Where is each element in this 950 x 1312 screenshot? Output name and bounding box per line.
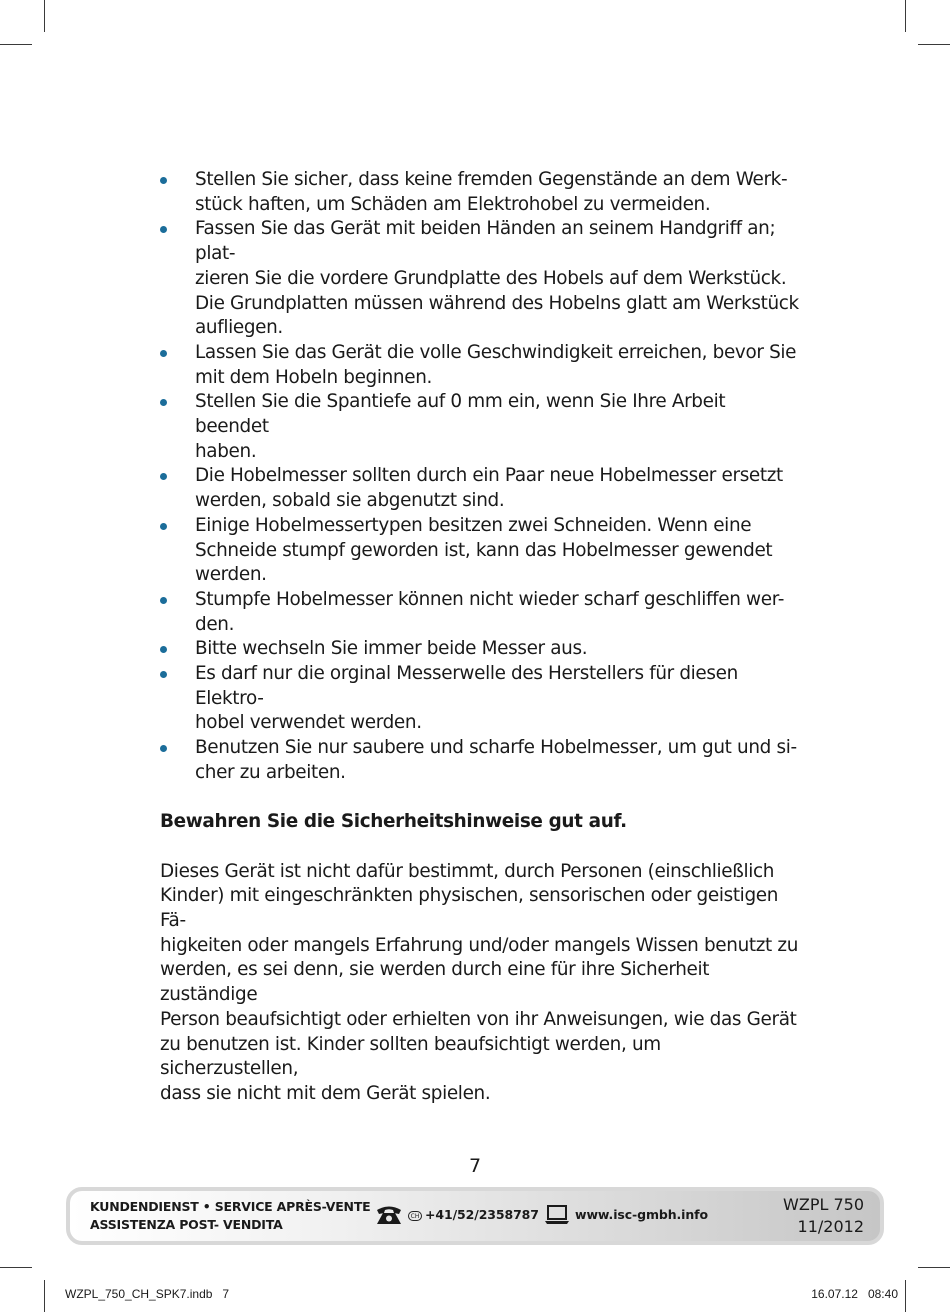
list-item	[160, 662, 800, 736]
list-item	[160, 637, 800, 662]
bullet-line: Lassen Sie das Gerät die volle Geschwindigkeit erreichen, bevor Sie	[195, 341, 797, 363]
crop-mark-bottom-right-h	[918, 1267, 950, 1268]
paragraph-line: Kinder) mit eingeschränkten physischen, sensorischen oder geistigen Fä-	[160, 885, 779, 932]
bullet-icon	[160, 473, 167, 480]
phone-icon	[374, 1204, 404, 1226]
list-item	[160, 341, 800, 390]
model-date: 11/2012	[797, 1217, 864, 1236]
crop-mark-top-left-v	[44, 0, 45, 32]
bullet-icon	[160, 226, 167, 233]
paragraph-line: Person beaufsichtigt oder erhielten von ihr Anweisungen, wie das Gerät	[160, 1008, 797, 1030]
bullet-line: zieren Sie die vordere Grundplatte des Hobels auf dem Werkstück.	[195, 267, 787, 289]
bullet-line: haben.	[195, 440, 257, 462]
crop-mark-bottom-right-v	[905, 1280, 906, 1312]
page-number: 7	[468, 1155, 482, 1177]
bullet-line: cher zu arbeiten.	[195, 761, 346, 783]
bullet-line: werden, sobald sie abgenutzt sind.	[195, 490, 505, 512]
bullet-line: stück haften, um Schäden am Elektrohobel zu vermeiden.	[195, 193, 711, 215]
list-item	[160, 588, 800, 637]
print-slug-file: WZPL_750_CH_SPK7.indb 7	[65, 1287, 230, 1301]
laptop-icon	[544, 1204, 570, 1226]
bullet-line: Schneide stumpf geworden ist, kann das Hobelmesser gewendet	[195, 539, 773, 561]
bullet-icon	[160, 671, 167, 678]
bullet-icon	[160, 597, 167, 604]
country-badge: CH	[408, 1211, 422, 1221]
list-item	[160, 217, 800, 341]
bullet-line: Benutzen Sie nur saubere und scharfe Hobelmesser, um gut und si-	[195, 737, 797, 759]
bullet-icon	[160, 646, 167, 653]
bullet-icon	[160, 745, 167, 752]
bullet-line: Bitte wechseln Sie immer beide Messer aus.	[195, 638, 588, 660]
paragraph-line: higkeiten oder mangels Erfahrung und/oder mangels Wissen benutzt zu	[160, 934, 799, 956]
list-item	[160, 736, 800, 785]
bullet-line: hobel verwendet werden.	[195, 712, 422, 734]
bullet-line: werden.	[195, 564, 267, 586]
paragraph-line: Dieses Gerät ist nicht dafür bestimmt, durch Personen (einschließlich	[160, 860, 775, 882]
bullet-icon	[160, 399, 167, 406]
paragraph-line: werden, es sei denn, sie werden durch eine für ihre Sicherheit zuständige	[160, 959, 710, 1006]
list-item	[160, 514, 800, 588]
bullet-line: aufliegen.	[195, 317, 283, 339]
bullet-line: Stellen Sie sicher, dass keine fremden Gegenstände an dem Werk-	[195, 169, 788, 190]
list-item	[160, 390, 800, 464]
bullet-line: Einige Hobelmessertypen besitzen zwei Schneiden. Wenn eine	[195, 514, 752, 536]
service-footer	[66, 1187, 884, 1245]
crop-mark-bottom-left-v	[44, 1280, 45, 1312]
bullet-line: Stellen Sie die Spantiefe auf 0 mm ein, wenn Sie Ihre Arbeit beendet	[195, 391, 726, 438]
service-label	[90, 1198, 370, 1233]
print-slug-timestamp: 16.07.12 08:40	[811, 1287, 898, 1301]
crop-mark-bottom-left-h	[0, 1267, 32, 1268]
model-info	[783, 1194, 864, 1238]
warning-paragraph	[160, 860, 800, 1107]
page-content	[160, 168, 800, 1107]
bullet-icon	[160, 177, 167, 184]
crop-mark-top-left-h	[0, 44, 32, 45]
paragraph-line: zu benutzen ist. Kinder sollten beaufsichtigt werden, um sicherzustellen,	[160, 1033, 661, 1080]
crop-mark-top-right-h	[918, 44, 950, 45]
service-phone: +41/52/2358787	[425, 1207, 539, 1222]
safety-bullet-list	[160, 168, 800, 786]
list-item	[160, 168, 800, 217]
bullet-line: Die Hobelmesser sollten durch ein Paar neue Hobelmesser ersetzt	[195, 465, 783, 487]
crop-mark-top-right-v	[905, 0, 906, 32]
service-website[interactable]: www.isc-gmbh.info	[575, 1207, 708, 1222]
bullet-line: mit dem Hobeln beginnen.	[195, 366, 433, 388]
bullet-line: Es darf nur die orginal Messerwelle des Herstellers für diesen Elektro-	[195, 663, 738, 709]
list-item	[160, 464, 800, 513]
bullet-line: Fassen Sie das Gerät mit beiden Händen an seinem Handgriff an; plat-	[195, 218, 776, 265]
bullet-line: den.	[195, 613, 235, 635]
section-heading: Bewahren Sie die Sicherheitshinweise gut auf.	[160, 811, 627, 833]
bullet-line: Stumpfe Hobelmesser können nicht wieder scharf geschliffen wer-	[195, 588, 785, 610]
bullet-icon	[160, 350, 167, 357]
bullet-line: Die Grundplatten müssen während des Hobelns glatt am Werkstück	[195, 292, 799, 314]
paragraph-line: dass sie nicht mit dem Gerät spielen.	[160, 1082, 491, 1104]
bullet-icon	[160, 523, 167, 530]
service-line-2: ASSISTENZA POST- VENDITA	[90, 1216, 283, 1232]
service-line-1: KUNDENDIENST • SERVICE APRÈS-VENTE	[90, 1199, 371, 1214]
model-number: WZPL 750	[783, 1195, 864, 1214]
